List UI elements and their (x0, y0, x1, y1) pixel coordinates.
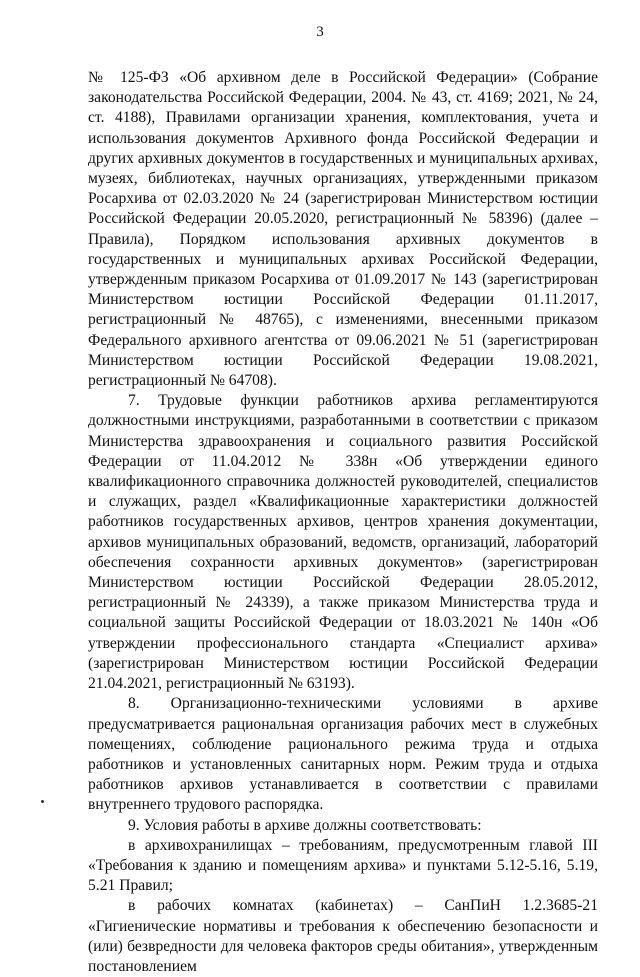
scan-speck (41, 800, 44, 803)
paragraph-9-archive-storage: в архивохранилищах – требованиям, предусмотренным главой III «Требования к зданию и помещениям архива» и пунктами 5.12-5.16, 5.19, 5.21 Правил; (88, 836, 598, 895)
paragraph-9-heading: 9. Условия работы в архиве должны соответствовать: (128, 816, 482, 834)
page-number: 3 (316, 24, 324, 40)
paragraph-7-labor-functions: 7. Трудовые функции работников архива регламентируются должностными инструкциями, разработанными в соответствии с приказом Министерства здравоохранения и социального развития Российской Федерации от 11.04.2012 № 338н «Об утверждении единого квалификационного справочника должностей руководителей, специалистов и служащих, раздел «Квалификационные характеристики должностей работников государственных архивов, центров хранения документации, архивов муниципальных образований, ведомств, организаций, лабораторий обеспечения сохранности архивных документов» (зарегистрирован Министерством юстиции Российской Федерации 28.05.2012, регистрационный № 24339), а также приказом Министерства труда и социальной защиты Российской Федерации от 18.03.2021 № 140н «Об утверждении профессионального стандарта «Специалист архива» (зарегистрирован Министерством юстиции Российской Федерации 21.04.2021, регистрационный № 63193). (88, 392, 598, 693)
paragraph-legal-references: № 125-ФЗ «Об архивном деле в Российской Федерации» (Собрание законодательства Российской Федерации, 2004. № 43, ст. 4169; 2021, № 24, ст. 4188), Правилами организации хранения, комплектования, учета и использования документов Архивного фонда Российской Федерации и других архивных документов в государственных и муниципальных архивах, музеях, библиотеках, научных организациях, утвержденными приказом Росархива от 02.03.2020 № 24 (зарегистрирован Министерством юстиции Российской Федерации 20.05.2020, регистрационный № 58396) (далее – Правила), Порядком использования архивных документов в государственных и муниципальных архивах Российской Федерации, утвержденным приказом Росархива от 01.09.2017 № 143 (зарегистрирован Министерством юстиции Российской Федерации 01.11.2017, регистрационный № 48765), с изменениями, внесенными приказом Федерального архивного агентства от 09.06.2021 № 51 (зарегистрирован Министерством юстиции Российской Федерации 19.08.2021, регистрационный № 64708). (88, 69, 598, 390)
paragraph-8-working-conditions: 8. Организационно-техническими условиями в архиве предусматривается рациональная организация рабочих мест в служебных помещениях, соблюдение рационального режима труда и отдыха работников и установленных санитарных норм. Режим труда и отдыха работников архивов устанавливается в соответствии с правилами внутреннего трудового распорядка. (88, 695, 598, 814)
document-body (88, 68, 598, 977)
paragraph-9-work-rooms: в рабочих комнатах (кабинетах) – СанПиН 1.2.3685-21 «Гигиенические нормативы и требования к обеспечению безопасности и (или) безвредности для человека факторов среды обитания», утвержденным постановлением (88, 897, 598, 975)
